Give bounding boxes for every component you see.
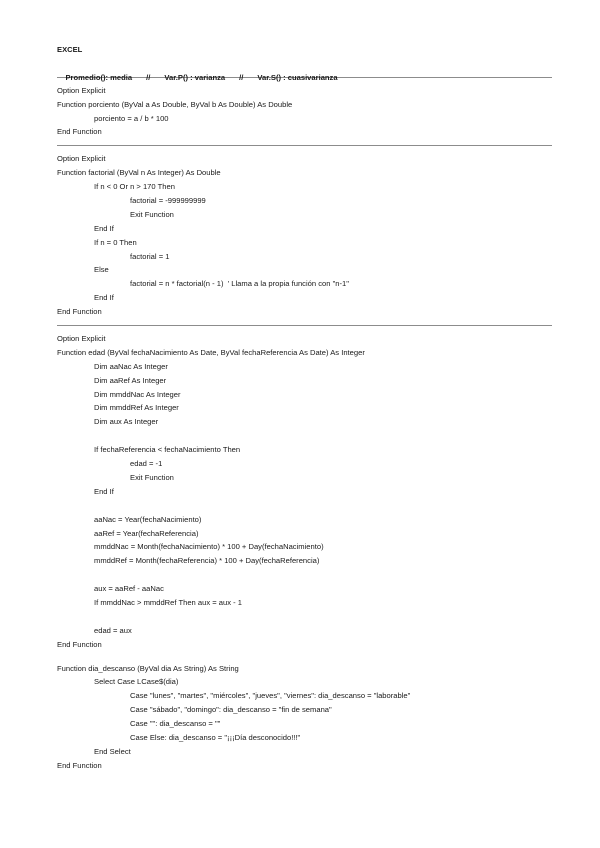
code-line: factorial = n * factorial(n - 1) ' Llama a la propia función con "n-1" xyxy=(130,279,349,289)
code-block xyxy=(57,152,557,319)
document-title: EXCEL xyxy=(57,45,83,54)
code-block xyxy=(57,332,557,651)
section-divider xyxy=(57,145,552,146)
summary-separator: // xyxy=(239,72,244,82)
code-line: factorial = 1 xyxy=(130,251,170,261)
document-page xyxy=(57,43,557,773)
code-line: mmddNac = Month(fechaNacimiento) * 100 + Day(fechaNacimiento) xyxy=(94,542,324,552)
code-line: End Function xyxy=(57,307,102,317)
blank-line xyxy=(57,568,557,582)
code-line: Select Case LCase$(dia) xyxy=(94,677,179,687)
code-line: If mmddNac > mmddRef Then aux = aux - 1 xyxy=(94,597,243,607)
code-line: If n < 0 Or n > 170 Then xyxy=(94,182,175,192)
summary-varianza: Var.P() : varianza xyxy=(164,72,226,82)
summary-cuasivarianza: Var.S() : cuasivarianza xyxy=(257,72,338,82)
code-line: Dim aux As Integer xyxy=(94,417,159,427)
code-line: Dim mmddRef As Integer xyxy=(94,403,179,413)
code-line: End Function xyxy=(57,639,102,649)
function-summary-line xyxy=(57,57,557,82)
code-line: edad = aux xyxy=(94,625,132,635)
code-line: Function factorial (ByVal n As Integer) As Double xyxy=(57,168,221,178)
summary-media: Promedio(): media xyxy=(65,72,133,82)
code-line: Case Else: dia_descanso = "¡¡¡Día desconocido!!!" xyxy=(130,732,301,742)
section-divider xyxy=(57,325,552,326)
code-line: End Function xyxy=(57,127,102,137)
code-line: Function dia_descanso (ByVal dia As String) As String xyxy=(57,663,239,673)
code-line: Exit Function xyxy=(130,209,174,219)
code-line: porciento = a / b * 100 xyxy=(94,113,169,123)
code-line: edad = -1 xyxy=(130,459,163,469)
code-line: Case "sábado", "domingo": dia_descanso = "fin de semana" xyxy=(130,705,332,715)
blank-line xyxy=(57,499,557,513)
code-line: End If xyxy=(94,223,114,233)
code-line: Function edad (ByVal fechaNacimiento As Date, ByVal fechaReferencia As Date) As Integer xyxy=(57,347,365,357)
code-line: Dim aaRef As Integer xyxy=(94,375,167,385)
code-line: Case "": dia_descanso = "" xyxy=(130,719,221,729)
code-line: End If xyxy=(94,486,114,496)
section-spacer xyxy=(57,652,557,662)
code-line: Function porciento (ByVal a As Double, ByVal b As Double) As Double xyxy=(57,99,293,109)
code-line: factorial = -999999999 xyxy=(130,196,206,206)
code-line: If fechaReferencia < fechaNacimiento Then xyxy=(94,445,241,455)
code-line: Dim aaNac As Integer xyxy=(94,361,168,371)
code-line: Exit Function xyxy=(130,472,174,482)
code-line: Case "lunes", "martes", "miércoles", "jueves", "viernes": dia_descanso = "laborable" xyxy=(130,691,411,701)
code-line: Option Explicit xyxy=(57,85,106,95)
code-line: Option Explicit xyxy=(57,334,106,344)
code-block xyxy=(57,662,557,773)
code-line: End If xyxy=(94,293,114,303)
code-line: End Select xyxy=(94,746,131,756)
code-line: aaNac = Year(fechaNacimiento) xyxy=(94,514,202,524)
code-line: Option Explicit xyxy=(57,154,106,164)
code-blocks xyxy=(57,77,557,773)
code-line: Dim mmddNac As Integer xyxy=(94,389,181,399)
blank-line xyxy=(57,429,557,443)
code-line: Else xyxy=(94,265,109,275)
code-line: aaRef = Year(fechaReferencia) xyxy=(94,528,199,538)
blank-line xyxy=(57,610,557,624)
code-line: mmddRef = Month(fechaReferencia) * 100 + Day(fechaReferencia) xyxy=(94,556,320,566)
code-line: End Function xyxy=(57,760,102,770)
summary-separator: // xyxy=(146,72,151,82)
code-line: aux = aaRef - aaNac xyxy=(94,584,164,594)
code-block xyxy=(57,84,557,140)
code-line: If n = 0 Then xyxy=(94,237,137,247)
